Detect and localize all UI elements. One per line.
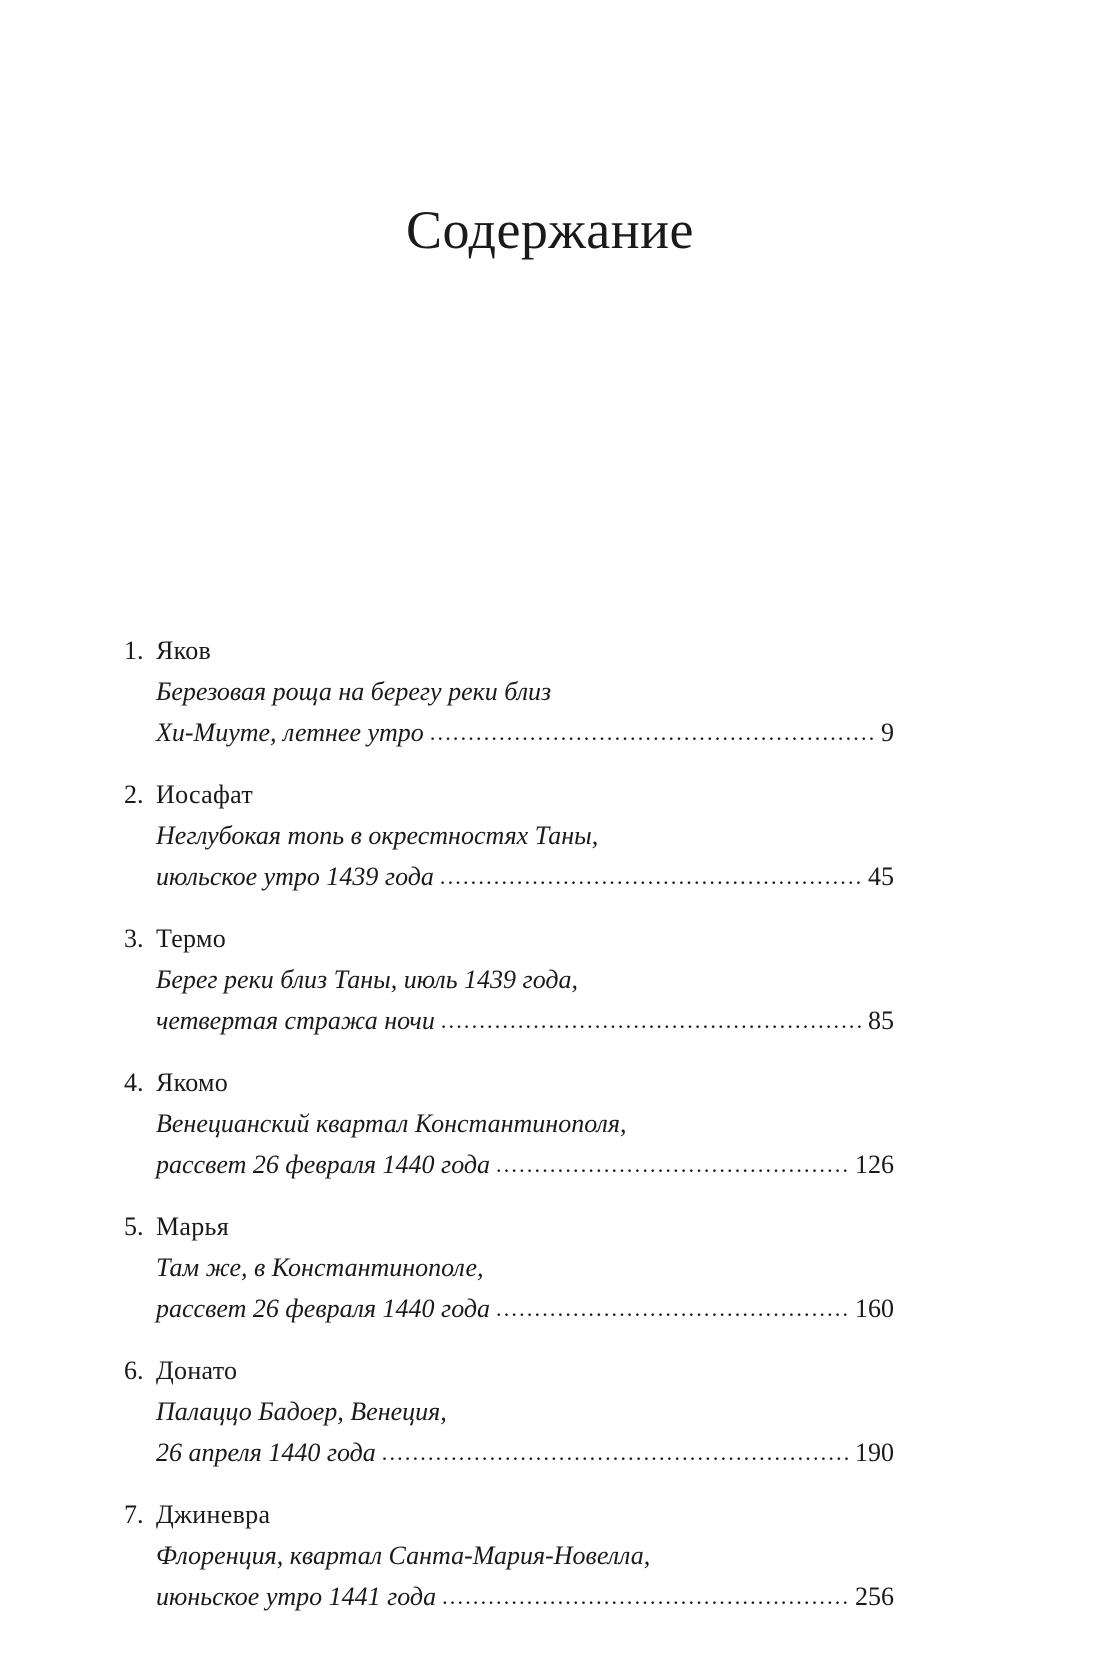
toc-entry-last-line — [124, 1144, 894, 1185]
toc-entry-subtitle-end: четвертая стража ночи — [156, 1006, 435, 1035]
toc-entry-head — [124, 630, 894, 671]
toc-entry-last-line — [124, 1576, 894, 1617]
toc-entry-name: Термо — [156, 924, 226, 953]
toc-entry-number: 7. — [124, 1500, 144, 1529]
dot-leader — [441, 1000, 864, 1041]
toc-entry-subtitle-end: Хи-Миуте, летнее утро — [156, 718, 424, 747]
dot-leader — [496, 1288, 851, 1329]
toc-entry-name: Яков — [156, 636, 212, 665]
toc-entry — [124, 1206, 894, 1329]
dot-leader — [382, 1432, 851, 1473]
toc-entry-last-line — [124, 1288, 894, 1329]
toc-entry-last-line — [124, 1000, 894, 1041]
dot-leader — [430, 712, 877, 753]
toc-entry-subtitle: Березовая роща на берегу реки близ — [156, 677, 552, 706]
toc-entry-subtitle: Палаццо Бадоер, Венеция, — [156, 1397, 447, 1426]
toc-entry-subtitle: Неглубокая топь в окрестностях Таны, — [156, 821, 599, 850]
dot-leader — [496, 1144, 851, 1185]
toc-entry-name: Иосафат — [156, 780, 253, 809]
toc-entry — [124, 1350, 894, 1473]
toc-entry-name: Донато — [156, 1356, 238, 1385]
toc-entry-page: 160 — [855, 1294, 894, 1323]
dot-leader — [440, 856, 864, 897]
toc-entry-number: 2. — [124, 780, 144, 809]
dot-leader — [442, 1576, 851, 1617]
toc-entry-last-line — [124, 1432, 894, 1473]
toc-entry-head — [124, 1350, 894, 1391]
toc-entry — [124, 630, 894, 753]
toc-entry-head — [124, 1206, 894, 1247]
toc-entry-number: 4. — [124, 1068, 144, 1097]
toc-entry-page: 45 — [868, 862, 894, 891]
toc-entry-page: 256 — [855, 1582, 894, 1611]
toc-entry-number: 1. — [124, 636, 144, 665]
toc-entry-last-line — [124, 712, 894, 753]
toc-entry — [124, 1062, 894, 1185]
toc-entry-number: 5. — [124, 1212, 144, 1241]
toc-entry-page: 190 — [855, 1438, 894, 1467]
toc-entry-number: 3. — [124, 924, 144, 953]
toc-entry-subtitle: Там же, в Константинополе, — [156, 1253, 484, 1282]
toc-entry-subtitle: Берег реки близ Таны, июль 1439 года, — [156, 965, 579, 994]
toc-entry-subtitle: Флоренция, квартал Санта-Мария-Новелла, — [156, 1541, 651, 1570]
toc-entry-number: 6. — [124, 1356, 144, 1385]
table-of-contents — [124, 630, 894, 1638]
toc-entry — [124, 774, 894, 897]
page-title: Содержание — [406, 200, 694, 260]
toc-entry-last-line — [124, 856, 894, 897]
toc-entry-name: Марья — [156, 1212, 229, 1241]
toc-entry-page: 85 — [868, 1006, 894, 1035]
toc-entry — [124, 918, 894, 1041]
toc-entry-page: 9 — [881, 718, 894, 747]
toc-entry-head — [124, 774, 894, 815]
toc-entry-name: Джиневра — [156, 1500, 271, 1529]
toc-entry — [124, 1494, 894, 1617]
toc-entry-subtitle-end: рассвет 26 февраля 1440 года — [156, 1150, 491, 1179]
toc-entry-head — [124, 918, 894, 959]
toc-entry-head — [124, 1494, 894, 1535]
toc-entry-subtitle: Венецианский квартал Константинополя, — [156, 1109, 627, 1138]
toc-entry-head — [124, 1062, 894, 1103]
toc-entry-subtitle-end: июльское утро 1439 года — [156, 862, 434, 891]
toc-entry-subtitle-end: 26 апреля 1440 года — [156, 1438, 376, 1467]
toc-entry-subtitle-end: рассвет 26 февраля 1440 года — [156, 1294, 491, 1323]
toc-entry-page: 126 — [855, 1150, 894, 1179]
toc-entry-name: Якомо — [156, 1068, 229, 1097]
toc-entry-subtitle-end: июньское утро 1441 года — [156, 1582, 437, 1611]
